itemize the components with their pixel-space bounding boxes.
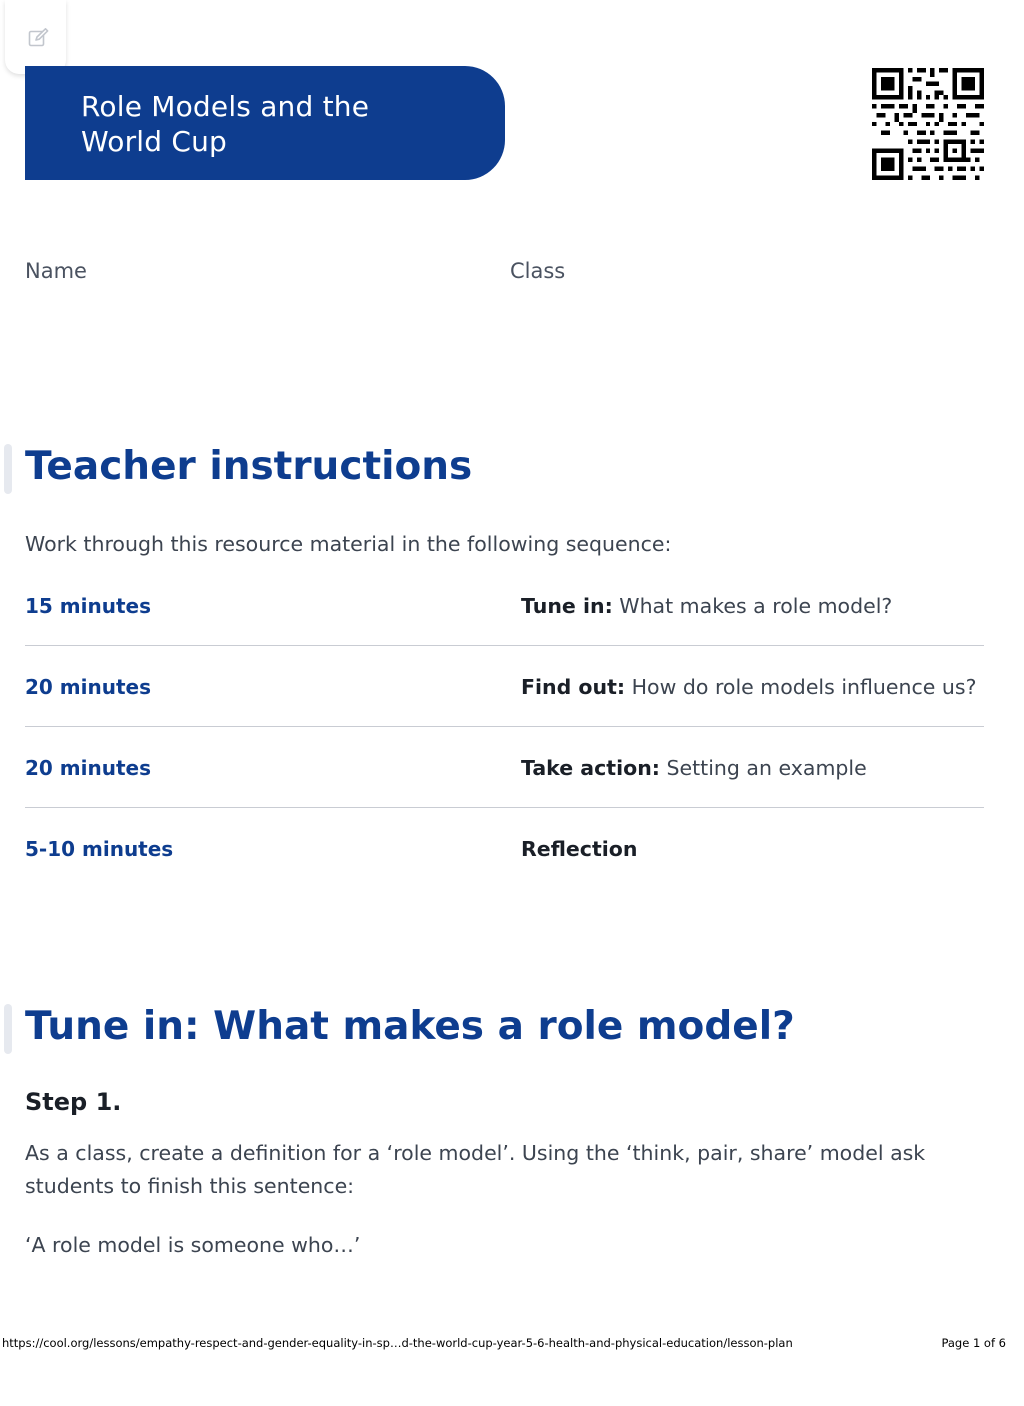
schedule-table [25, 586, 984, 888]
schedule-row [25, 808, 984, 888]
schedule-row [25, 586, 984, 646]
qr-code[interactable] [871, 68, 985, 180]
schedule-time: 15 minutes [25, 594, 151, 618]
activity-label: Tune in: [521, 594, 613, 618]
activity-label: Find out: [521, 675, 626, 699]
schedule-activity [521, 833, 984, 865]
step-title: Step 1. [25, 1088, 122, 1116]
name-label: Name [25, 259, 87, 283]
step-text: As a class, create a definition for a ‘role model’. Using the ‘think, pair, share’ model ask students to finish this sentence: [25, 1141, 926, 1198]
title-line-1: Role Models and the [81, 90, 370, 123]
schedule-time: 5-10 minutes [25, 837, 174, 861]
schedule-time: 20 minutes [25, 756, 151, 780]
teacher-instructions-heading: Teacher instructions [25, 444, 473, 489]
teacher-intro: Work through this resource material in the following sequence: [25, 532, 672, 556]
section-accent-bar [4, 444, 12, 494]
edit-icon [28, 28, 50, 48]
edit-tab[interactable] [5, 0, 66, 74]
activity-label: Reflection [521, 837, 638, 861]
activity-desc: How do role models influence us? [625, 675, 977, 699]
class-label: Class [510, 259, 566, 283]
title-banner [25, 66, 505, 180]
activity-desc: What makes a role model? [612, 594, 893, 618]
title-line-2: World Cup [81, 125, 228, 158]
schedule-activity [521, 671, 984, 703]
page-number: Page 1 of 6 [941, 1336, 1006, 1350]
schedule-row [25, 646, 984, 727]
schedule-row [25, 727, 984, 808]
section-accent-bar [4, 1004, 12, 1054]
schedule-time: 20 minutes [25, 675, 151, 699]
footer-url: https://cool.org/lessons/empathy-respect-and-gender-equality-in-sp…d-the-world-cup-year-5-6-health-and-physical-education/lesson-plan [2, 1336, 793, 1350]
schedule-activity [521, 590, 984, 622]
tune-in-heading: Tune in: What makes a role model? [25, 1004, 795, 1049]
sentence-starter: ‘A role model is someone who…’ [25, 1233, 361, 1257]
activity-label: Take action: [521, 756, 660, 780]
activity-desc: Setting an example [660, 756, 867, 780]
schedule-activity [521, 752, 984, 784]
page-title [81, 89, 485, 159]
